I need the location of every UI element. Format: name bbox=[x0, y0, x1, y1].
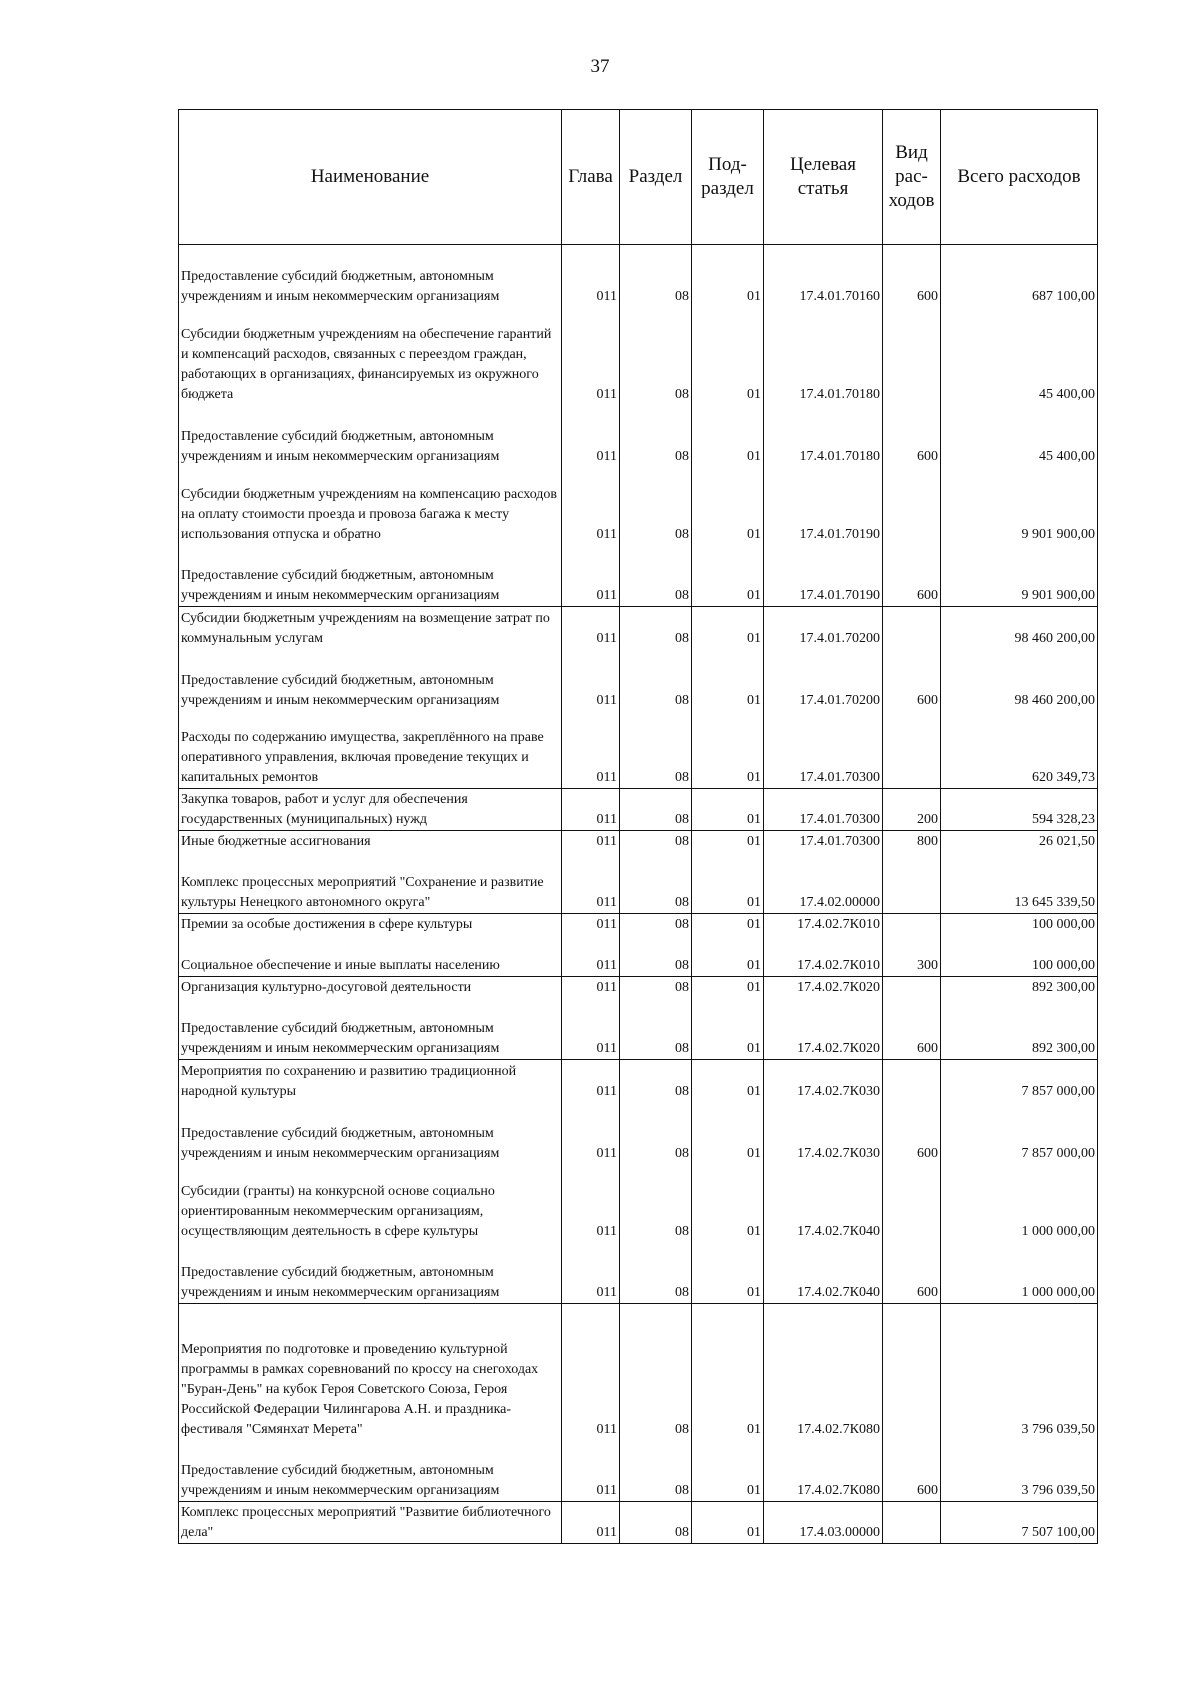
cell-statya: 17.4.01.70180 bbox=[764, 307, 883, 405]
cell-total: 9 901 900,00 bbox=[941, 545, 1098, 607]
cell-statya: 17.4.02.7К080 bbox=[764, 1440, 883, 1502]
cell-vid: 600 bbox=[883, 245, 941, 307]
cell-podrazdel: 01 bbox=[692, 831, 764, 852]
table-row bbox=[179, 1164, 1098, 1242]
cell-vid: 200 bbox=[883, 789, 941, 831]
cell-podrazdel: 01 bbox=[692, 998, 764, 1060]
cell-vid: 600 bbox=[883, 1242, 941, 1304]
cell-podrazdel: 01 bbox=[692, 935, 764, 977]
table-row bbox=[179, 711, 1098, 789]
header-glava: Глава bbox=[562, 110, 620, 245]
cell-vid: 600 bbox=[883, 545, 941, 607]
cell-statya: 17.4.01.70300 bbox=[764, 789, 883, 831]
cell-razdel: 08 bbox=[620, 1502, 692, 1544]
cell-statya: 17.4.01.70180 bbox=[764, 405, 883, 467]
cell-vid bbox=[883, 977, 941, 998]
cell-razdel: 08 bbox=[620, 245, 692, 307]
cell-glava: 011 bbox=[562, 831, 620, 852]
table-row bbox=[179, 467, 1098, 545]
budget-table bbox=[178, 109, 1098, 1544]
cell-glava: 011 bbox=[562, 467, 620, 545]
cell-name: Социальное обеспечение и иные выплаты населению bbox=[179, 935, 562, 977]
header-razdel: Раздел bbox=[620, 110, 692, 245]
cell-glava: 011 bbox=[562, 914, 620, 935]
cell-razdel: 08 bbox=[620, 935, 692, 977]
cell-name: Субсидии бюджетным учреждениям на компенсацию расходов на оплату стоимости проезда и провоза багажа к месту использования отпуска и обратно bbox=[179, 467, 562, 545]
cell-name: Премии за особые достижения в сфере культуры bbox=[179, 914, 562, 935]
cell-vid bbox=[883, 607, 941, 649]
cell-glava: 011 bbox=[562, 935, 620, 977]
cell-vid: 600 bbox=[883, 998, 941, 1060]
cell-podrazdel: 01 bbox=[692, 914, 764, 935]
cell-statya: 17.4.02.7К020 bbox=[764, 977, 883, 998]
cell-total: 3 796 039,50 bbox=[941, 1440, 1098, 1502]
cell-glava: 011 bbox=[562, 711, 620, 789]
cell-vid bbox=[883, 467, 941, 545]
cell-total: 7 857 000,00 bbox=[941, 1102, 1098, 1164]
cell-glava: 011 bbox=[562, 852, 620, 914]
cell-glava: 011 bbox=[562, 1440, 620, 1502]
cell-statya: 17.4.02.7К020 bbox=[764, 998, 883, 1060]
cell-statya: 17.4.01.70200 bbox=[764, 649, 883, 711]
cell-podrazdel: 01 bbox=[692, 1242, 764, 1304]
cell-name: Закупка товаров, работ и услуг для обеспечения государственных (муниципальных) нужд bbox=[179, 789, 562, 831]
cell-glava: 011 bbox=[562, 789, 620, 831]
cell-podrazdel: 01 bbox=[692, 545, 764, 607]
cell-razdel: 08 bbox=[620, 1164, 692, 1242]
cell-total: 98 460 200,00 bbox=[941, 649, 1098, 711]
cell-podrazdel: 01 bbox=[692, 467, 764, 545]
table-row bbox=[179, 245, 1098, 307]
header-vid-line: Вид bbox=[895, 142, 928, 163]
cell-statya: 17.4.01.70190 bbox=[764, 467, 883, 545]
header-vid-line: ходов bbox=[888, 190, 935, 211]
cell-name: Предоставление субсидий бюджетным, автономным учреждениям и иным некоммерческим организациям bbox=[179, 405, 562, 467]
cell-glava: 011 bbox=[562, 977, 620, 998]
cell-name: Предоставление субсидий бюджетным, автономным учреждениям и иным некоммерческим организациям bbox=[179, 1242, 562, 1304]
table-row bbox=[179, 1502, 1098, 1544]
cell-podrazdel: 01 bbox=[692, 1102, 764, 1164]
cell-vid: 600 bbox=[883, 1440, 941, 1502]
header-podrazdel-line: раздел bbox=[701, 178, 754, 199]
cell-statya: 17.4.02.00000 bbox=[764, 852, 883, 914]
cell-total: 1 000 000,00 bbox=[941, 1242, 1098, 1304]
table-row bbox=[179, 998, 1098, 1060]
cell-statya: 17.4.01.70160 bbox=[764, 245, 883, 307]
cell-razdel: 08 bbox=[620, 307, 692, 405]
cell-total: 594 328,23 bbox=[941, 789, 1098, 831]
cell-podrazdel: 01 bbox=[692, 1502, 764, 1544]
cell-glava: 011 bbox=[562, 405, 620, 467]
cell-statya: 17.4.02.7К080 bbox=[764, 1304, 883, 1440]
cell-glava: 011 bbox=[562, 998, 620, 1060]
cell-glava: 011 bbox=[562, 545, 620, 607]
cell-razdel: 08 bbox=[620, 1440, 692, 1502]
cell-name: Организация культурно-досуговой деятельности bbox=[179, 977, 562, 998]
cell-razdel: 08 bbox=[620, 789, 692, 831]
cell-statya: 17.4.02.7К010 bbox=[764, 914, 883, 935]
cell-podrazdel: 01 bbox=[692, 1164, 764, 1242]
cell-podrazdel: 01 bbox=[692, 789, 764, 831]
cell-razdel: 08 bbox=[620, 1102, 692, 1164]
cell-total: 3 796 039,50 bbox=[941, 1304, 1098, 1440]
cell-statya: 17.4.02.7К010 bbox=[764, 935, 883, 977]
cell-razdel: 08 bbox=[620, 607, 692, 649]
cell-name: Мероприятия по сохранению и развитию традиционной народной культуры bbox=[179, 1060, 562, 1102]
cell-razdel: 08 bbox=[620, 1242, 692, 1304]
cell-name: Расходы по содержанию имущества, закреплённого на праве оперативного управления, включая проведение текущих и капитальных ремонтов bbox=[179, 711, 562, 789]
table-row bbox=[179, 1440, 1098, 1502]
cell-statya: 17.4.01.70300 bbox=[764, 711, 883, 789]
table-row bbox=[179, 1060, 1098, 1102]
table-row bbox=[179, 607, 1098, 649]
table-row bbox=[179, 307, 1098, 405]
cell-vid bbox=[883, 852, 941, 914]
cell-glava: 011 bbox=[562, 1304, 620, 1440]
cell-name: Комплекс процессных мероприятий "Развитие библиотечного дела" bbox=[179, 1502, 562, 1544]
cell-vid bbox=[883, 1164, 941, 1242]
cell-vid: 800 bbox=[883, 831, 941, 852]
cell-total: 892 300,00 bbox=[941, 998, 1098, 1060]
cell-vid bbox=[883, 711, 941, 789]
table-row bbox=[179, 977, 1098, 998]
cell-glava: 011 bbox=[562, 245, 620, 307]
cell-name: Предоставление субсидий бюджетным, автономным учреждениям и иным некоммерческим организациям bbox=[179, 545, 562, 607]
header-vid-line: рас- bbox=[895, 166, 928, 187]
cell-podrazdel: 01 bbox=[692, 245, 764, 307]
cell-name: Комплекс процессных мероприятий "Сохранение и развитие культуры Ненецкого автономного округа" bbox=[179, 852, 562, 914]
cell-statya: 17.4.02.7К030 bbox=[764, 1060, 883, 1102]
cell-total: 687 100,00 bbox=[941, 245, 1098, 307]
table-row bbox=[179, 914, 1098, 935]
cell-glava: 011 bbox=[562, 649, 620, 711]
header-total: Всего расходов bbox=[941, 110, 1098, 245]
cell-total: 26 021,50 bbox=[941, 831, 1098, 852]
cell-vid bbox=[883, 1060, 941, 1102]
table-row bbox=[179, 1242, 1098, 1304]
cell-vid bbox=[883, 1304, 941, 1440]
cell-total: 7 507 100,00 bbox=[941, 1502, 1098, 1544]
header-statya-line: Целевая bbox=[790, 154, 856, 175]
cell-vid: 600 bbox=[883, 1102, 941, 1164]
cell-name: Предоставление субсидий бюджетным, автономным учреждениям и иным некоммерческим организациям bbox=[179, 998, 562, 1060]
cell-razdel: 08 bbox=[620, 914, 692, 935]
cell-vid bbox=[883, 307, 941, 405]
cell-razdel: 08 bbox=[620, 711, 692, 789]
cell-statya: 17.4.01.70190 bbox=[764, 545, 883, 607]
cell-name: Субсидии бюджетным учреждениям на возмещение затрат по коммунальным услугам bbox=[179, 607, 562, 649]
cell-vid bbox=[883, 1502, 941, 1544]
cell-total: 13 645 339,50 bbox=[941, 852, 1098, 914]
table-row bbox=[179, 935, 1098, 977]
cell-podrazdel: 01 bbox=[692, 607, 764, 649]
header-podrazdel-line: Под- bbox=[708, 154, 747, 175]
cell-name: Субсидии бюджетным учреждениям на обеспечение гарантий и компенсаций расходов, связанных с переездом граждан, работающих в организациях, финансируемых из окружного бюджета bbox=[179, 307, 562, 405]
cell-statya: 17.4.02.7К030 bbox=[764, 1102, 883, 1164]
cell-razdel: 08 bbox=[620, 1304, 692, 1440]
cell-podrazdel: 01 bbox=[692, 649, 764, 711]
cell-razdel: 08 bbox=[620, 1060, 692, 1102]
cell-razdel: 08 bbox=[620, 831, 692, 852]
cell-total: 892 300,00 bbox=[941, 977, 1098, 998]
cell-total: 45 400,00 bbox=[941, 307, 1098, 405]
cell-razdel: 08 bbox=[620, 977, 692, 998]
cell-podrazdel: 01 bbox=[692, 977, 764, 998]
cell-razdel: 08 bbox=[620, 405, 692, 467]
cell-statya: 17.4.03.00000 bbox=[764, 1502, 883, 1544]
cell-total: 100 000,00 bbox=[941, 935, 1098, 977]
cell-razdel: 08 bbox=[620, 545, 692, 607]
cell-glava: 011 bbox=[562, 607, 620, 649]
header-vid bbox=[883, 110, 941, 245]
table-row bbox=[179, 545, 1098, 607]
cell-vid: 600 bbox=[883, 405, 941, 467]
cell-razdel: 08 bbox=[620, 467, 692, 545]
header-statya-line: статья bbox=[797, 178, 849, 199]
cell-statya: 17.4.01.70200 bbox=[764, 607, 883, 649]
cell-total: 1 000 000,00 bbox=[941, 1164, 1098, 1242]
table-row bbox=[179, 831, 1098, 852]
cell-podrazdel: 01 bbox=[692, 1060, 764, 1102]
cell-vid: 600 bbox=[883, 649, 941, 711]
cell-glava: 011 bbox=[562, 1102, 620, 1164]
cell-razdel: 08 bbox=[620, 852, 692, 914]
cell-name: Предоставление субсидий бюджетным, автономным учреждениям и иным некоммерческим организациям bbox=[179, 1440, 562, 1502]
cell-statya: 17.4.02.7К040 bbox=[764, 1164, 883, 1242]
cell-podrazdel: 01 bbox=[692, 307, 764, 405]
header-name: Наименование bbox=[179, 110, 562, 245]
table-row bbox=[179, 405, 1098, 467]
table-header-row bbox=[179, 110, 1098, 245]
cell-name: Предоставление субсидий бюджетным, автономным учреждениям и иным некоммерческим организациям bbox=[179, 649, 562, 711]
cell-total: 9 901 900,00 bbox=[941, 467, 1098, 545]
table-row bbox=[179, 649, 1098, 711]
cell-podrazdel: 01 bbox=[692, 1440, 764, 1502]
cell-glava: 011 bbox=[562, 307, 620, 405]
cell-glava: 011 bbox=[562, 1164, 620, 1242]
cell-total: 7 857 000,00 bbox=[941, 1060, 1098, 1102]
cell-name: Иные бюджетные ассигнования bbox=[179, 831, 562, 852]
cell-glava: 011 bbox=[562, 1060, 620, 1102]
cell-podrazdel: 01 bbox=[692, 405, 764, 467]
cell-total: 620 349,73 bbox=[941, 711, 1098, 789]
cell-vid: 300 bbox=[883, 935, 941, 977]
cell-glava: 011 bbox=[562, 1502, 620, 1544]
header-podrazdel bbox=[692, 110, 764, 245]
cell-vid bbox=[883, 914, 941, 935]
cell-glava: 011 bbox=[562, 1242, 620, 1304]
cell-podrazdel: 01 bbox=[692, 852, 764, 914]
table-row bbox=[179, 789, 1098, 831]
cell-name: Субсидии (гранты) на конкурсной основе социально ориентированным некоммерческим организациям, осуществляющим деятельность в сфере культуры bbox=[179, 1164, 562, 1242]
cell-name: Предоставление субсидий бюджетным, автономным учреждениям и иным некоммерческим организациям bbox=[179, 245, 562, 307]
cell-name: Мероприятия по подготовке и проведению культурной программы в рамках соревнований по кроссу на снегоходах "Буран-День" на кубок Героя Советского Союза, Героя Российской Федерации Чилингарова А.Н. и праздника-фестиваля "Сямянхат Мерета" bbox=[179, 1304, 562, 1440]
cell-name: Предоставление субсидий бюджетным, автономным учреждениям и иным некоммерческим организациям bbox=[179, 1102, 562, 1164]
cell-podrazdel: 01 bbox=[692, 1304, 764, 1440]
table-row bbox=[179, 852, 1098, 914]
cell-total: 100 000,00 bbox=[941, 914, 1098, 935]
cell-razdel: 08 bbox=[620, 649, 692, 711]
cell-statya: 17.4.01.70300 bbox=[764, 831, 883, 852]
table-row bbox=[179, 1304, 1098, 1440]
header-statya bbox=[764, 110, 883, 245]
page-number: 37 bbox=[590, 56, 610, 77]
cell-total: 45 400,00 bbox=[941, 405, 1098, 467]
cell-podrazdel: 01 bbox=[692, 711, 764, 789]
cell-razdel: 08 bbox=[620, 998, 692, 1060]
cell-total: 98 460 200,00 bbox=[941, 607, 1098, 649]
table-row bbox=[179, 1102, 1098, 1164]
cell-statya: 17.4.02.7К040 bbox=[764, 1242, 883, 1304]
